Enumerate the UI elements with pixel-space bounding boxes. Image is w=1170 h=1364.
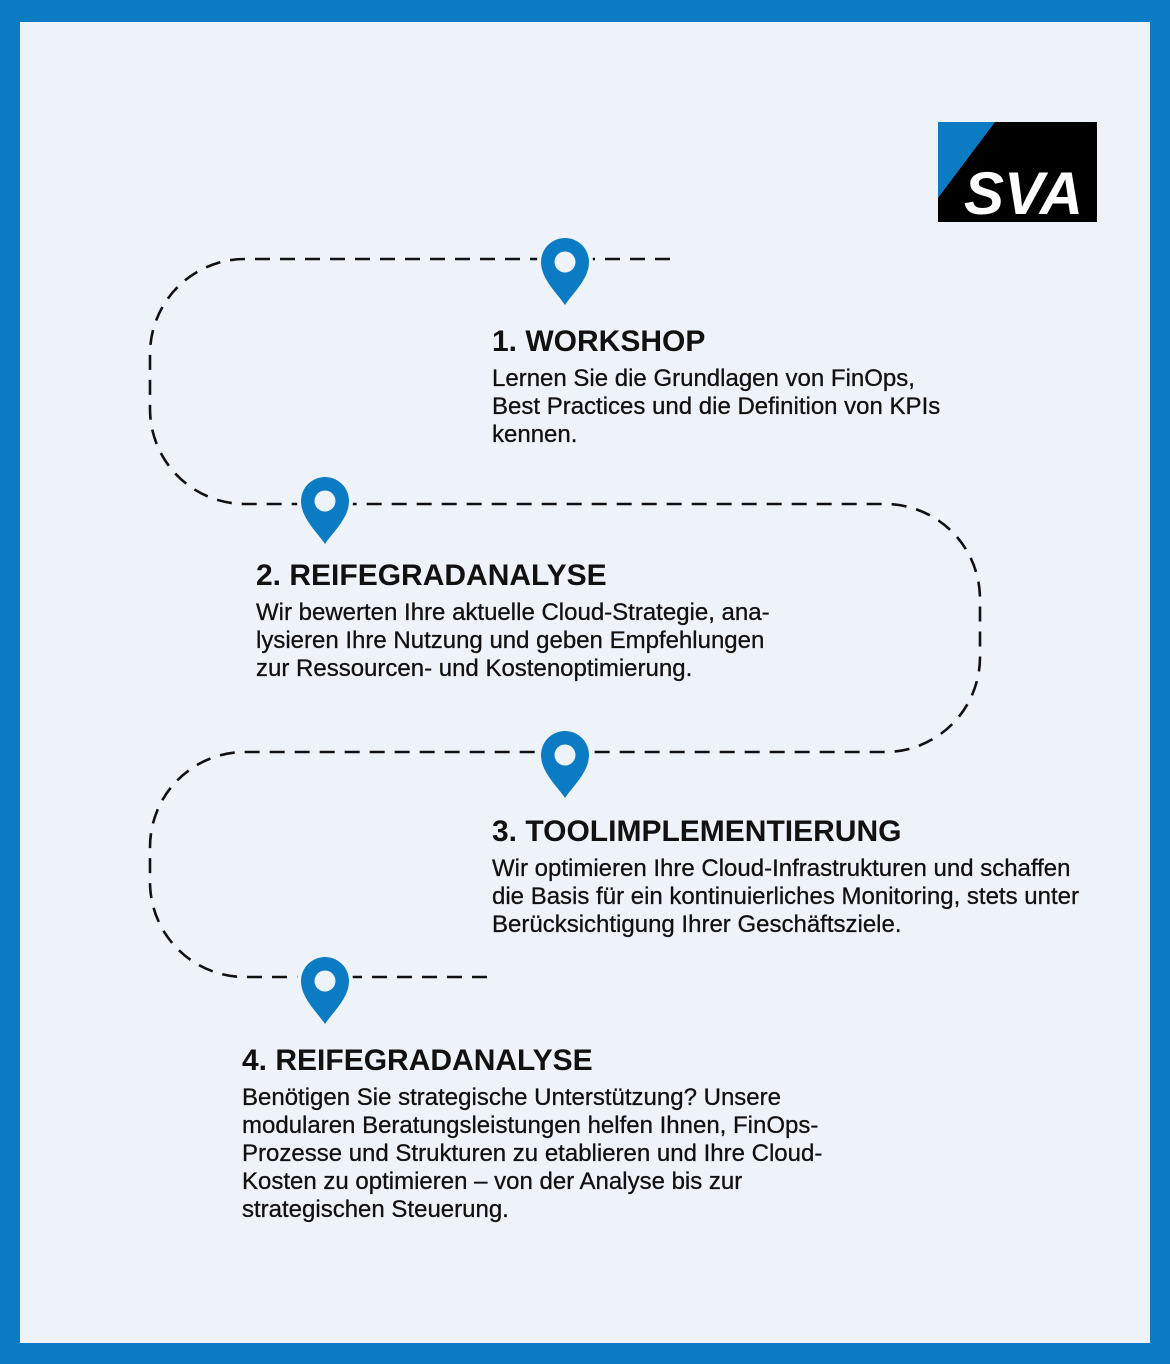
step-description-line: Wir bewerten Ihre aktuelle Cloud-Strategie, ana-: [256, 599, 770, 626]
step-toolimplementierung: [492, 817, 1079, 939]
step-reifegradanalyse-strategic: [242, 1046, 822, 1224]
logo-text: SVA: [964, 160, 1083, 227]
step-description-line: die Basis für ein kontinuierliches Monitoring, stets unter: [492, 883, 1079, 910]
step-description-line: Wir optimieren Ihre Cloud-Infrastrukturen und schaffen: [492, 855, 1071, 882]
map-pin-icon: [301, 477, 349, 544]
step-title: 3. TOOLIMPLEMENTIERUNG: [492, 815, 902, 848]
step-description-line: Prozesse und Strukturen zu etablieren und Ihre Cloud-: [242, 1140, 823, 1167]
step-description-line: Lernen Sie die Grundlagen von FinOps,: [492, 365, 915, 392]
step-description: [256, 599, 770, 683]
step-title: 4. REIFEGRADANALYSE: [242, 1044, 593, 1077]
step-description: [242, 1084, 822, 1224]
step-title: 1. WORKSHOP: [492, 325, 706, 358]
step-description-line: lysieren Ihre Nutzung und geben Empfehlungen: [256, 627, 765, 654]
map-pin-icon: [541, 238, 589, 305]
step-description-line: strategischen Steuerung.: [242, 1196, 509, 1223]
step-description-line: modularen Beratungsleistungen helfen Ihnen, FinOps-: [242, 1112, 819, 1139]
step-description-line: Best Practices und die Definition von KPIs: [492, 393, 941, 420]
step-description-line: kennen.: [492, 421, 578, 448]
step-title: 2. REIFEGRADANALYSE: [256, 559, 607, 592]
sva-logo: [938, 122, 1097, 227]
step-description: [492, 365, 940, 449]
step-description: [492, 855, 1079, 939]
step-description-line: Berücksichtigung Ihrer Geschäftsziele.: [492, 911, 902, 938]
step-description-line: zur Ressourcen- und Kostenoptimierung.: [256, 655, 693, 682]
map-pin-icon: [541, 731, 589, 798]
step-description-line: Kosten zu optimieren – von der Analyse bis zur: [242, 1168, 743, 1195]
step-description-line: Benötigen Sie strategische Unterstützung? Unsere: [242, 1084, 781, 1111]
map-pin-icon: [301, 957, 349, 1024]
step-workshop: [492, 327, 940, 449]
step-reifegradanalyse: [256, 561, 770, 683]
